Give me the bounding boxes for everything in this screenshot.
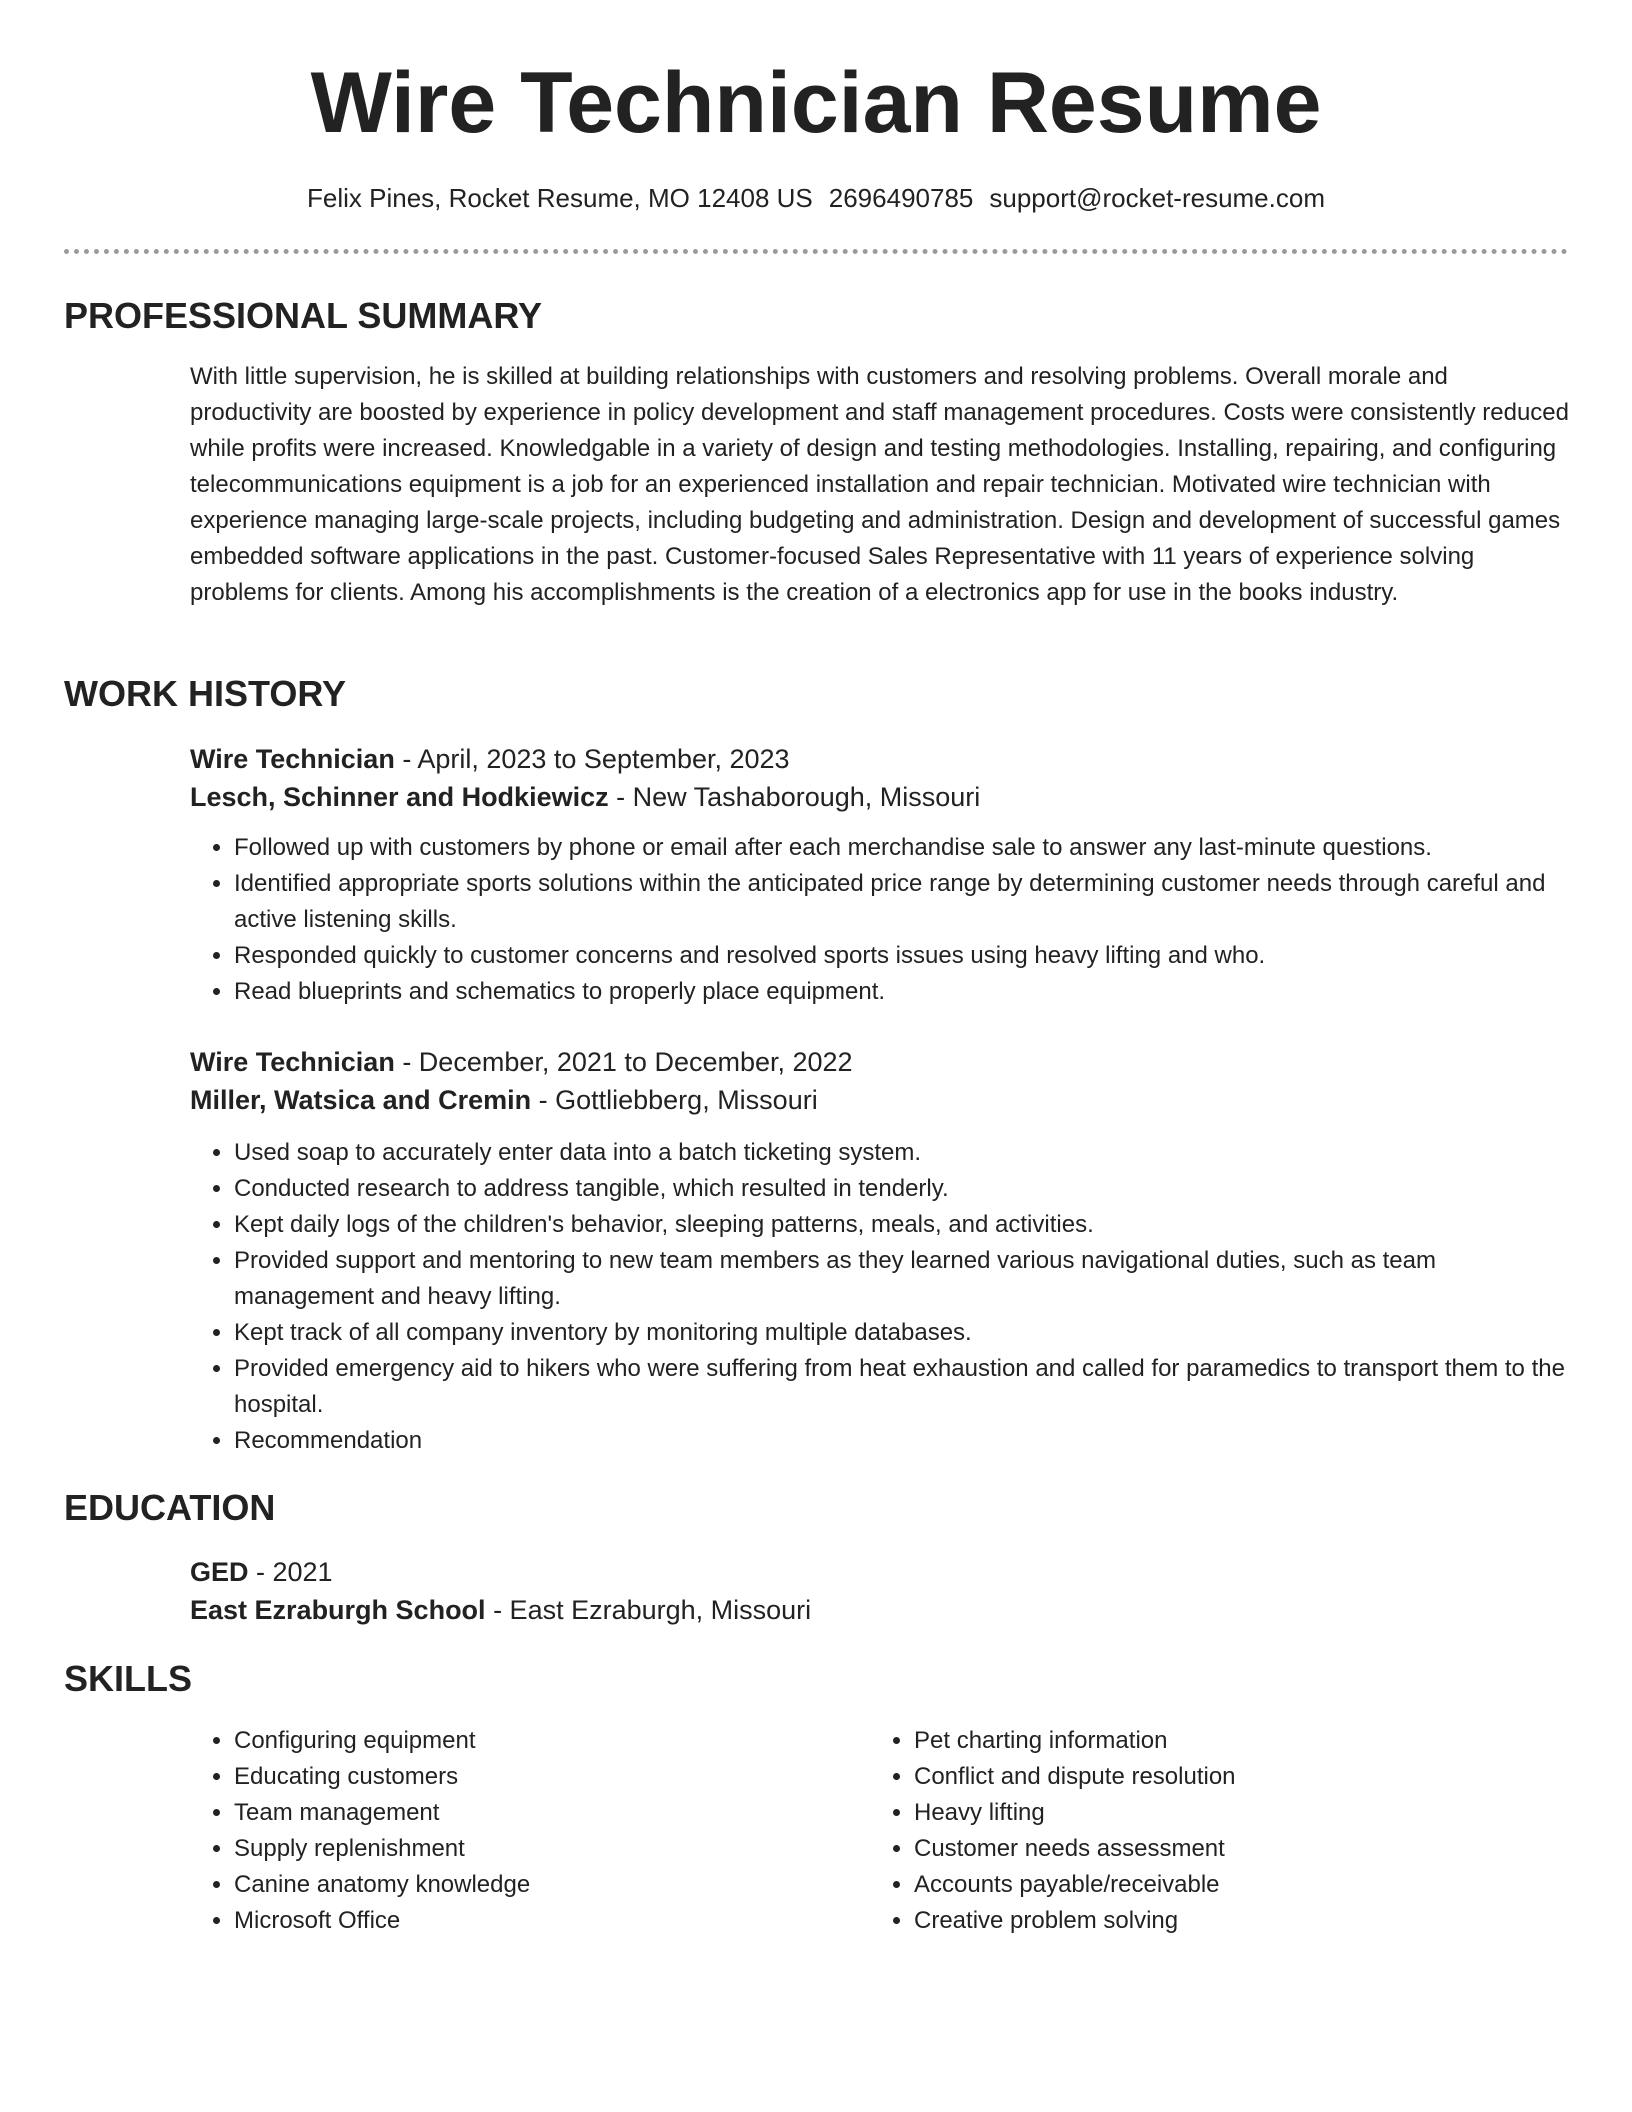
summary-section [190, 359, 1570, 611]
list-item: • Used soap to accurately enter data into a batch ticketing system. [234, 1135, 1570, 1171]
job-location: - Gottliebberg, Missouri [531, 1085, 818, 1115]
skill-item: • Customer needs assessment [914, 1831, 1550, 1867]
skills-grid [190, 1723, 1570, 1939]
skill-item: • Heavy lifting [914, 1795, 1550, 1831]
contact-address: Felix Pines, Rocket Resume, MO 12408 US [307, 183, 813, 213]
skill-item: • Microsoft Office [234, 1903, 870, 1939]
skill-item: • Team management [234, 1795, 870, 1831]
list-item: • Provided emergency aid to hikers who were suffering from heat exhaustion and called for paramedics to transport them to the hospital. [234, 1351, 1570, 1423]
skill-item: • Conflict and dispute resolution [914, 1759, 1550, 1795]
work-history-heading: WORK HISTORY [64, 673, 347, 714]
job-title-line [190, 1043, 1570, 1081]
job-company-line [190, 778, 1570, 816]
list-item: • Kept track of all company inventory by monitoring multiple databases. [234, 1315, 1570, 1351]
degree-year: - 2021 [248, 1557, 333, 1587]
degree: GED [190, 1557, 249, 1587]
education-heading: EDUCATION [64, 1487, 276, 1528]
job-entry [190, 740, 1570, 816]
skill-item: • Creative problem solving [914, 1903, 1550, 1939]
skills-list [190, 1723, 870, 1939]
list-item: • Responded quickly to customer concerns and resolved sports issues using heavy lifting and who. [234, 938, 1570, 974]
school-line [190, 1591, 1570, 1629]
skills-heading: SKILLS [64, 1658, 193, 1699]
list-item: • Kept daily logs of the children's behavior, sleeping patterns, meals, and activities. [234, 1207, 1570, 1243]
skills-column-right [870, 1723, 1550, 1939]
header-divider [64, 249, 1568, 254]
job-bullet-list [190, 1135, 1570, 1459]
skill-item: • Canine anatomy knowledge [234, 1867, 870, 1903]
job-company: Lesch, Schinner and Hodkiewicz [190, 782, 609, 812]
contact-line [0, 180, 1632, 216]
education-entry [190, 1553, 1570, 1629]
summary-text: With little supervision, he is skilled at building relationships with customers and resolving problems. Overall morale and productivity are boosted by experience in policy development and staff management procedures. Costs were consistently reduced while profits were increased. Knowledgable in a variety of design and testing methodologies. Installing, repairing, and configuring telecommunications equipment is a job for an experienced installation and repair technician. Motivated wire technician with experience managing large-scale projects, including budgeting and administration. Design and development of successful games embedded software applications in the past. Customer-focused Sales Representative with 11 years of experience solving problems for clients. Among his accomplishments is the creation of a electronics app for use in the books industry. [190, 363, 1569, 606]
job-company: Miller, Watsica and Cremin [190, 1085, 532, 1115]
school-location: - East Ezraburgh, Missouri [485, 1595, 812, 1625]
contact-email: support@rocket-resume.com [989, 183, 1325, 213]
job-bullets [190, 830, 1570, 1010]
job-title: Wire Technician [190, 744, 395, 774]
job-location: - New Tashaborough, Missouri [608, 782, 981, 812]
job-bullets [190, 1135, 1570, 1459]
skills-list [870, 1723, 1550, 1939]
skill-item: • Educating customers [234, 1759, 870, 1795]
skill-item: • Accounts payable/receivable [914, 1867, 1550, 1903]
list-item: • Conducted research to address tangible, which resulted in tenderly. [234, 1171, 1570, 1207]
list-item: • Provided support and mentoring to new team members as they learned various navigational duties, such as team management and heavy lifting. [234, 1243, 1570, 1315]
job-dates: - April, 2023 to September, 2023 [394, 744, 790, 774]
list-item: • Identified appropriate sports solutions within the anticipated price range by determining customer needs through careful and active listening skills. [234, 866, 1570, 938]
job-company-line [190, 1081, 1570, 1119]
school-name: East Ezraburgh School [190, 1595, 486, 1625]
job-title: Wire Technician [190, 1047, 395, 1077]
list-item: • Recommendation [234, 1423, 1570, 1459]
list-item: • Read blueprints and schematics to properly place equipment. [234, 974, 1570, 1010]
job-title-line [190, 740, 1570, 778]
summary-heading: PROFESSIONAL SUMMARY [64, 295, 543, 336]
resume-title: Wire Technician Resume [310, 55, 1322, 151]
degree-line [190, 1553, 1570, 1591]
list-item: • Followed up with customers by phone or email after each merchandise sale to answer any last-minute questions. [234, 830, 1570, 866]
skill-item: • Pet charting information [914, 1723, 1550, 1759]
skill-item: • Configuring equipment [234, 1723, 870, 1759]
job-entry [190, 1043, 1570, 1119]
job-bullet-list [190, 830, 1570, 1010]
skill-item: • Supply replenishment [234, 1831, 870, 1867]
job-dates: - December, 2021 to December, 2022 [394, 1047, 853, 1077]
skills-column-left [190, 1723, 870, 1939]
contact-phone: 2696490785 [828, 183, 974, 213]
